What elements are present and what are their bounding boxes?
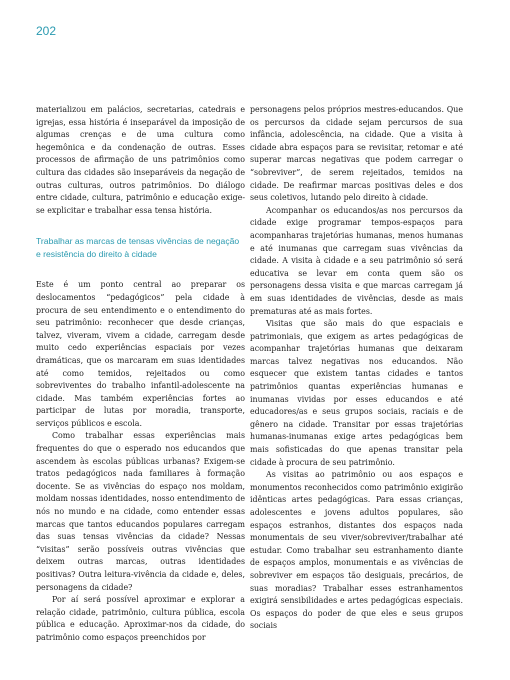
right-paragraph-1: personagens pelos próprios mestres-educandos. Que os percursos da cidade sejam percursos de sua infância, adolescência, na cidade. Que a visita à cidade abra espaços para se revisitar, retomar e até superar marcas negativas que podem carregar o “sobreviver”, de serem rejeitados, temidos na cidade. De reafirmar marcas positivas deles e dos seus coletivos, lutando pelo direito à cidade. [250, 105, 463, 203]
right-paragraph-4: As visitas ao patrimônio ou aos espaços e monumentos reconhecidos como patrimônio exigirão idênticas artes pedagógicas. Para essas crianças, adolescentes e jovens adultos populares, são espaços estranhos, distantes dos espaços nada monumentais de seu viver/sobreviver/trabalhar até estudar. Como trabalhar seu estranhamento diante de espaços amplos, monumentais e as vivências de sobreviver em espaços tão desiguais, precários, de suas moradias? Trabalhar esses estranhamentos exigirá sensibilidades e artes pedagógicas especiais. Os espaços do poder de que eles e seus grupos sociais [250, 470, 463, 631]
right-paragraph-2: Acompanhar os educandos/as nos percursos da cidade exige programar tempos-espaços para acompanharas trajetórias humanas, menos humanas e até inumanas que carregam suas vivências da cidade. A visita à cidade e a seu patrimônio só será educativa se levar em conta quem são os personagens dessa visita e que marcas carregam já em suas identidades de vivências, desde as mais prematuras até as mais fortes. [250, 205, 463, 316]
left-paragraph-2: Este é um ponto central ao preparar os deslocamentos “pedagógicos” pela cidade à procura de seu entendimento e o entendimento do seu patrimônio: reconhecer que desde crianças, talvez, viveram, vivem a cidade, carregam desde muito cedo experiências espaciais por vezes dramáticas, que os marcaram em suas identidades até como temidos, rejeitados ou como sobreviventes do trabalho infantil-adolescente na cidade. Mas também experiências fortes ao participar de lutas por moradia, transporte, serviços públicos e escola. [36, 280, 245, 428]
left-paragraph-3: Como trabalhar essas experiências mais frequentes do que o esperado nos educandos que ascendem às escolas públicas urbanas? Exigem-se tratos pedagógicos nada familiares à formação docente. Se as vivências do espaço nos moldam, moldam nossas identidades, nosso entendimento de nós no mundo e na cidade, como entender essas marcas que tantos educandos populares carregam das suas tensas vivências da cidade? Nessas “visitas” serão possíveis outras vivências que deixem outras marcas, outras identidades positivas? Outra leitura-vivência da cidade e, deles, personagens da cidade? [36, 431, 245, 592]
left-paragraph-1: materializou em palácios, secretarias, catedrais e igrejas, essa história é inseparável da imposição de algumas crenças e de uma cultura como hegemônica e da condenação de outras. Esses processos de afirmação de uns patrimônios como cultura das cidades são inseparáveis da negação de outras culturas, outros patrimônios. Do diálogo entre cidade, cultura, patrimônio e educação exige-se explicitar e trabalhar essa tensa história. [36, 105, 245, 215]
left-column [36, 104, 245, 645]
left-paragraph-4: Por aí será possível aproximar e explorar a relação cidade, patrimônio, cultura pública, escola pública e educação. Aproximar-nos da cidade, do patrimônio como espaços preenchidos por [36, 595, 245, 642]
section-heading: Trabalhar as marcas de tensas vivências de negação e resistência do direito à cidade [36, 236, 240, 260]
right-paragraph-3: Visitas que são mais do que espaciais e patrimoniais, que exigem as artes pedagógicas de acompanhar trajetórias humanas que deixaram marcas talvez negativas nos educandos. Não esquecer que existem tantas cidades e tantos patrimônios quantas experiências humanas e inumanas vividas por esses educandos e até educadores/as e seus grupos sociais, raciais e de gênero na cidade. Transitar por essas trajetórias humanas-inumanas exige artes pedagógicas bem mais sofisticadas do que apenas transitar pela cidade à procura de seu patrimônio. [250, 319, 463, 467]
right-column [250, 104, 463, 633]
page-number: 202 [36, 24, 57, 38]
